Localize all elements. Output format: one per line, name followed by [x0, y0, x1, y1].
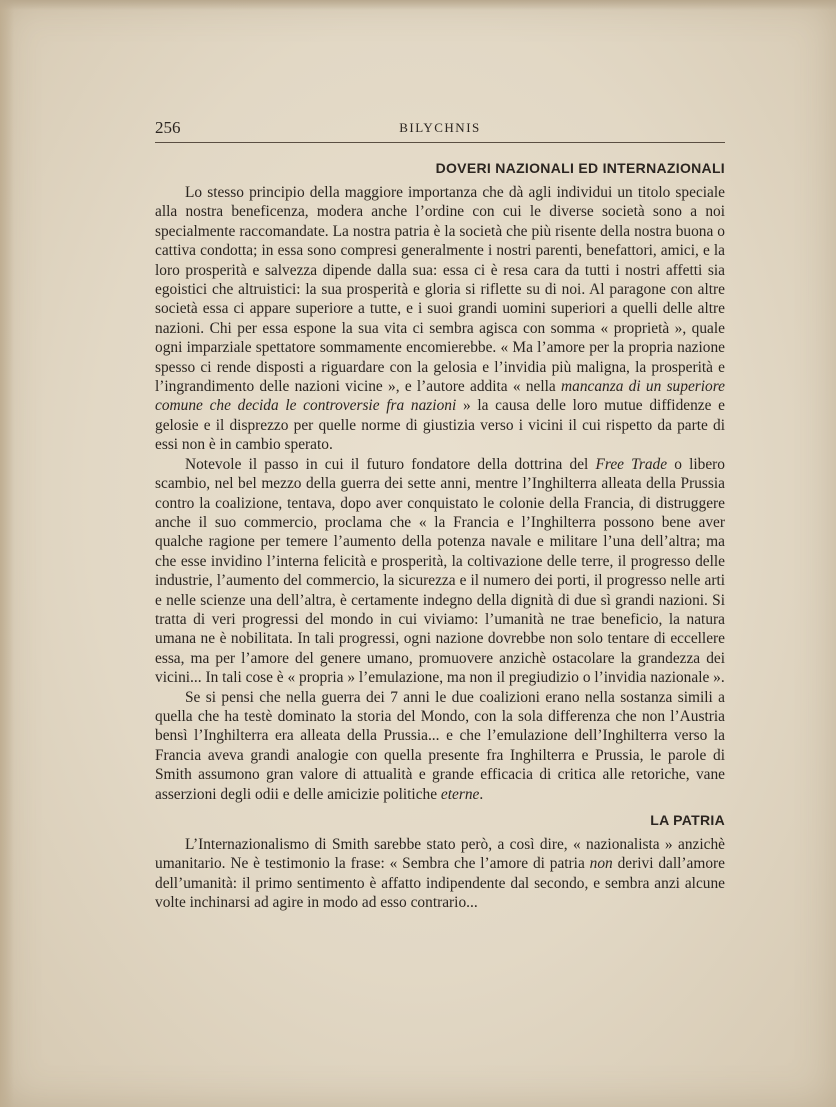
page-top-shadow: [0, 0, 836, 10]
paragraph: L’Internazionalismo di Smith sarebbe stato però, a così dire, « nazionalista » anzichè umanitario. Ne è testimonio la frase: « Sembra che l’amore di patria non derivi dall’amore dell’umanità: il primo sentimento è affatto indipendente dal secondo, e sembra anzi alcune volte inchinarsi ad agire in modo ad esso contrario...: [155, 836, 725, 912]
italic-phrase: mancanza di un superiore comune che decida le controversie fra nazioni: [155, 378, 725, 415]
page-number: 256: [155, 118, 181, 137]
section-title-la-patria: LA PATRIA: [650, 812, 725, 828]
journal-title: BILYCHNIS: [399, 120, 481, 135]
page-body: [155, 158, 725, 913]
paragraph: Notevole il passo in cui il futuro fondatore della dottrina del Free Trade o libero scambio, nel bel mezzo della guerra dei sette anni, mentre l’Inghilterra alleata della Prussia contro la coalizione, tentava, dopo aver conquistato le colonie della Francia, di distruggere anche il suo commercio, proclama che « la Francia e l’Inghilterra possono bene aver qualche ragione per temere l’aumento della potenza navale e militare l’una dell’altra; ma che esse invidino l’interna felicità e prosperità, la coltivazione delle terre, il progresso delle industrie, l’aumento del commercio, la sicurezza e il numero dei porti, il progresso nelle arti e nelle scienze una dell’altra, è certamente indegno della dignità di due sì grandi nazioni. Si tratta di veri progressi del mondo in cui viviamo: l’umanità ne trae beneficio, la natura umana ne è nobilitata. In tali progressi, ogni nazione dovrebbe non solo tentare di eccellere essa, ma per l’amore del genere umano, promuovere anzichè ostacolare la grandezza dei vicini... In tali cose è « propria » l’emulazione, ma non il pregiudizio o l’invidia nazionale ».: [155, 455, 726, 687]
italic-phrase: eterne: [440, 785, 480, 803]
paragraph: Lo stesso principio della maggiore importanza che dà agli individui un titolo speciale alla nostra beneficenza, modera anche l’ordine con cui le diverse società sono a noi specialmente raccomandate. La nostra patria è la società che più risente della nostra buona o cattiva condotta; in essa sono compresi generalmente i nostri parenti, benefattori, amici, e la loro prosperità e salvezza dipende dalla sua: essa ci è resa cara da tutti i nostri affetti sia egoistici che altruistici: la sua prosperità e gloria si riflette su di noi. Al paragone con altre società essa ci appare superiore a tutte, e i suoi grandi uomini superiori a quelli delle altre nazioni. Chi per essa espone la sua vita ci sembra agisca con somma « proprietà », quale ogni imparziale spettatore sommamente encomierebbe. « Ma l’amore per la propria nazione spesso ci rende disposti a riguardare con la gelosia e l’invidia più maligna, la prosperità e l’ingrandimento delle nazioni vicine », e l’autore addita « nella mancanza di un superiore comune che decida le controversie fra nazioni » la causa delle loro mutue diffidenze e gelosie e il disprezzo per quelle norme di giustizia verso i vicini il cui rispetto da parte di essi non è in cambio sperato.: [155, 184, 725, 454]
page-edge-shadow: [0, 0, 14, 1107]
running-header: [155, 118, 725, 143]
section-title-doveri: DOVERI NAZIONALI ED INTERNAZIONALI: [435, 160, 725, 176]
italic-phrase: non: [589, 855, 613, 873]
italic-phrase: Free Trade: [595, 455, 668, 473]
paragraph: Se si pensi che nella guerra dei 7 anni le due coalizioni erano nella sostanza simili a quella che ha testè dominato la storia del Mondo, con la sola differenza che non l’Austria bensì l’Inghilterra era alleata della Prussia... e che l’emulazione dell’Inghilterra verso la Francia aveva grandi analogie con quella presente fra Inghilterra e Prussia, le parole di Smith assumono gran valore di attualità e grande efficacia di critica alle retoriche, vane asserzioni degli odii e delle amicizie politiche eterne.: [155, 688, 725, 803]
